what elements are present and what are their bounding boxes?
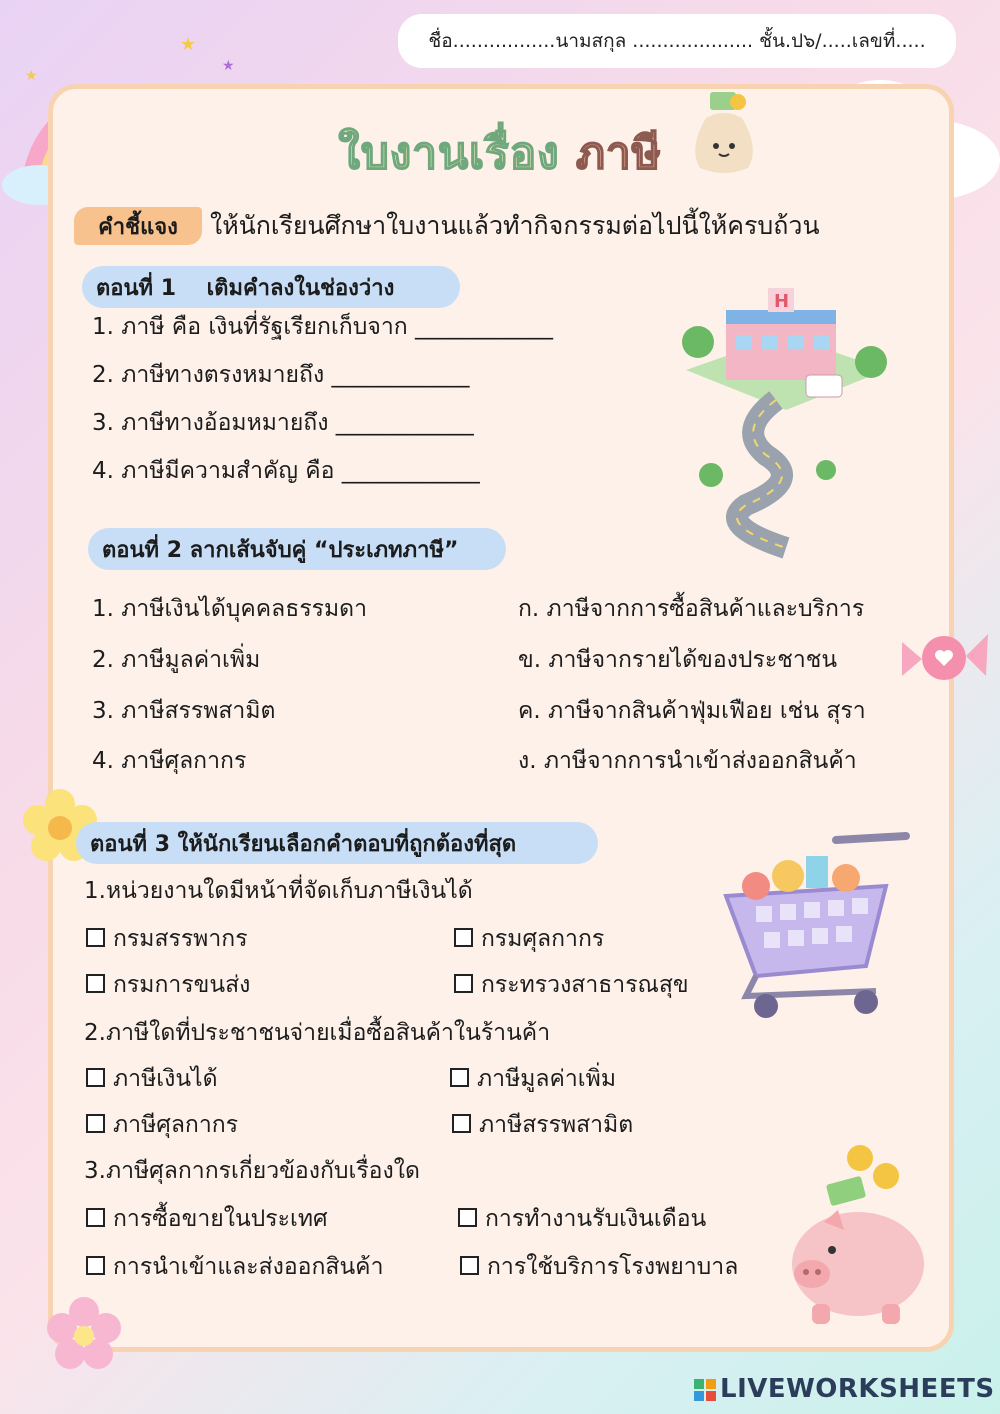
q3-option-a[interactable]	[86, 1204, 328, 1234]
option-label: การทำงานรับเงินเดือน	[485, 1206, 707, 1232]
part1-item-2[interactable]: 2. ภาษีทางตรงหมายถึง ____________	[92, 362, 470, 388]
option-label: การซื้อขายในประเทศ	[113, 1206, 328, 1232]
match-left-3[interactable]: 3. ภาษีสรรพสามิต	[92, 698, 276, 724]
checkbox[interactable]	[454, 974, 473, 993]
match-right-3[interactable]: ค. ภาษีจากสินค้าฟุ่มเฟือย เช่น สุรา	[518, 698, 866, 724]
part1-heading-text: ตอนที่ 1 เติมคำลงในช่องว่าง	[96, 275, 395, 301]
option-label: การนำเข้าและส่งออกสินค้า	[113, 1254, 384, 1280]
svg-text:★: ★	[222, 58, 235, 74]
match-left-2[interactable]: 2. ภาษีมูลค่าเพิ่ม	[92, 647, 261, 673]
piggy-bank-icon	[782, 1140, 932, 1330]
instructions-label	[74, 207, 202, 245]
q1-option-d[interactable]	[454, 970, 689, 1000]
checkbox[interactable]	[86, 1256, 105, 1275]
q2-option-a[interactable]	[86, 1064, 218, 1094]
liveworksheets-mark-icon	[694, 1378, 716, 1400]
checkbox[interactable]	[86, 1208, 105, 1227]
part1-item-3[interactable]: 3. ภาษีทางอ้อมหมายถึง ____________	[92, 410, 474, 436]
match-right-1[interactable]: ก. ภาษีจากการซื้อสินค้าและบริการ	[518, 596, 865, 622]
checkbox[interactable]	[460, 1256, 479, 1275]
question-1: 1.หน่วยงานใดมีหน้าที่จัดเก็บภาษีเงินได้	[84, 878, 473, 904]
q2-option-d[interactable]	[452, 1110, 633, 1140]
q3-option-c[interactable]	[86, 1252, 384, 1282]
logo-text: LIVEWORKSHEETS	[720, 1374, 995, 1404]
instructions-label-text: คำชี้แจง	[98, 214, 178, 240]
option-label: ภาษีมูลค่าเพิ่ม	[477, 1066, 616, 1092]
svg-text:★: ★	[180, 34, 197, 55]
checkbox[interactable]	[86, 1114, 105, 1133]
question-2: 2.ภาษีใดที่ประชาชนจ่ายเมื่อซื้อสินค้าในร้านค้า	[84, 1020, 551, 1046]
shopping-cart-icon	[716, 826, 916, 1026]
match-left-1[interactable]: 1. ภาษีเงินได้บุคคลธรรมดา	[92, 596, 368, 622]
title-accent: ภาษี	[575, 128, 662, 179]
part2-heading	[88, 528, 506, 570]
option-label: ภาษีศุลกากร	[113, 1112, 239, 1138]
part3-heading	[76, 822, 598, 864]
part1-item-1[interactable]: 1. ภาษี คือ เงินที่รัฐเรียกเก็บจาก ____________	[92, 314, 553, 340]
option-label: การใช้บริการโรงพยาบาล	[487, 1254, 739, 1280]
checkbox[interactable]	[86, 974, 105, 993]
svg-text:★: ★	[25, 68, 38, 84]
checkbox[interactable]	[452, 1114, 471, 1133]
hospital-road-icon	[676, 280, 896, 560]
q1-option-a[interactable]	[86, 924, 248, 954]
q2-option-b[interactable]	[450, 1064, 616, 1094]
student-info-text: ชื่อ.................นามสกุล .................... ชั้น.ป๖/.....เลขที่.....	[428, 30, 926, 52]
match-right-2[interactable]: ข. ภาษีจากรายได้ของประชาชน	[518, 647, 838, 673]
part1-item-4[interactable]: 4. ภาษีมีความสำคัญ คือ ____________	[92, 458, 480, 484]
student-info-box	[398, 14, 956, 68]
page-title	[300, 118, 700, 188]
q3-option-d[interactable]	[460, 1252, 738, 1282]
part1-heading	[82, 266, 460, 308]
option-label: ภาษีสรรพสามิต	[479, 1112, 634, 1138]
q1-option-c[interactable]	[86, 970, 250, 1000]
option-label: กระทรวงสาธารณสุข	[481, 972, 689, 998]
option-label: กรมสรรพากร	[113, 926, 248, 952]
match-right-4[interactable]: ง. ภาษีจากการนำเข้าส่งออกสินค้า	[518, 748, 857, 774]
checkbox[interactable]	[454, 928, 473, 947]
svg-text:H: H	[774, 291, 790, 312]
checkbox[interactable]	[86, 928, 105, 947]
option-label: ภาษีเงินได้	[113, 1066, 218, 1092]
part3-heading-text: ตอนที่ 3 ให้นักเรียนเลือกคำตอบที่ถูกต้องที่สุด	[90, 831, 517, 857]
q1-option-b[interactable]	[454, 924, 604, 954]
option-label: กรมศุลกากร	[481, 926, 605, 952]
candy-icon	[900, 624, 990, 694]
q2-option-c[interactable]	[86, 1110, 238, 1140]
checkbox[interactable]	[86, 1068, 105, 1087]
question-3: 3.ภาษีศุลกากรเกี่ยวข้องกับเรื่องใด	[84, 1158, 420, 1184]
option-label: กรมการขนส่ง	[113, 972, 251, 998]
match-left-4[interactable]: 4. ภาษีศุลกากร	[92, 748, 247, 774]
checkbox[interactable]	[458, 1208, 477, 1227]
part2-heading-text: ตอนที่ 2 ลากเส้นจับคู่ “ประเภทภาษี”	[102, 537, 459, 563]
pink-flower-icon	[46, 1296, 122, 1372]
liveworksheets-logo[interactable]	[694, 1374, 995, 1404]
title-main: ใบงานเรื่อง	[338, 128, 576, 179]
instructions-text: ให้นักเรียนศึกษาใบงานแล้วทำกิจกรรมต่อไปนี้ให้ครบถ้วน	[210, 211, 820, 240]
q3-option-b[interactable]	[458, 1204, 706, 1234]
checkbox[interactable]	[450, 1068, 469, 1087]
